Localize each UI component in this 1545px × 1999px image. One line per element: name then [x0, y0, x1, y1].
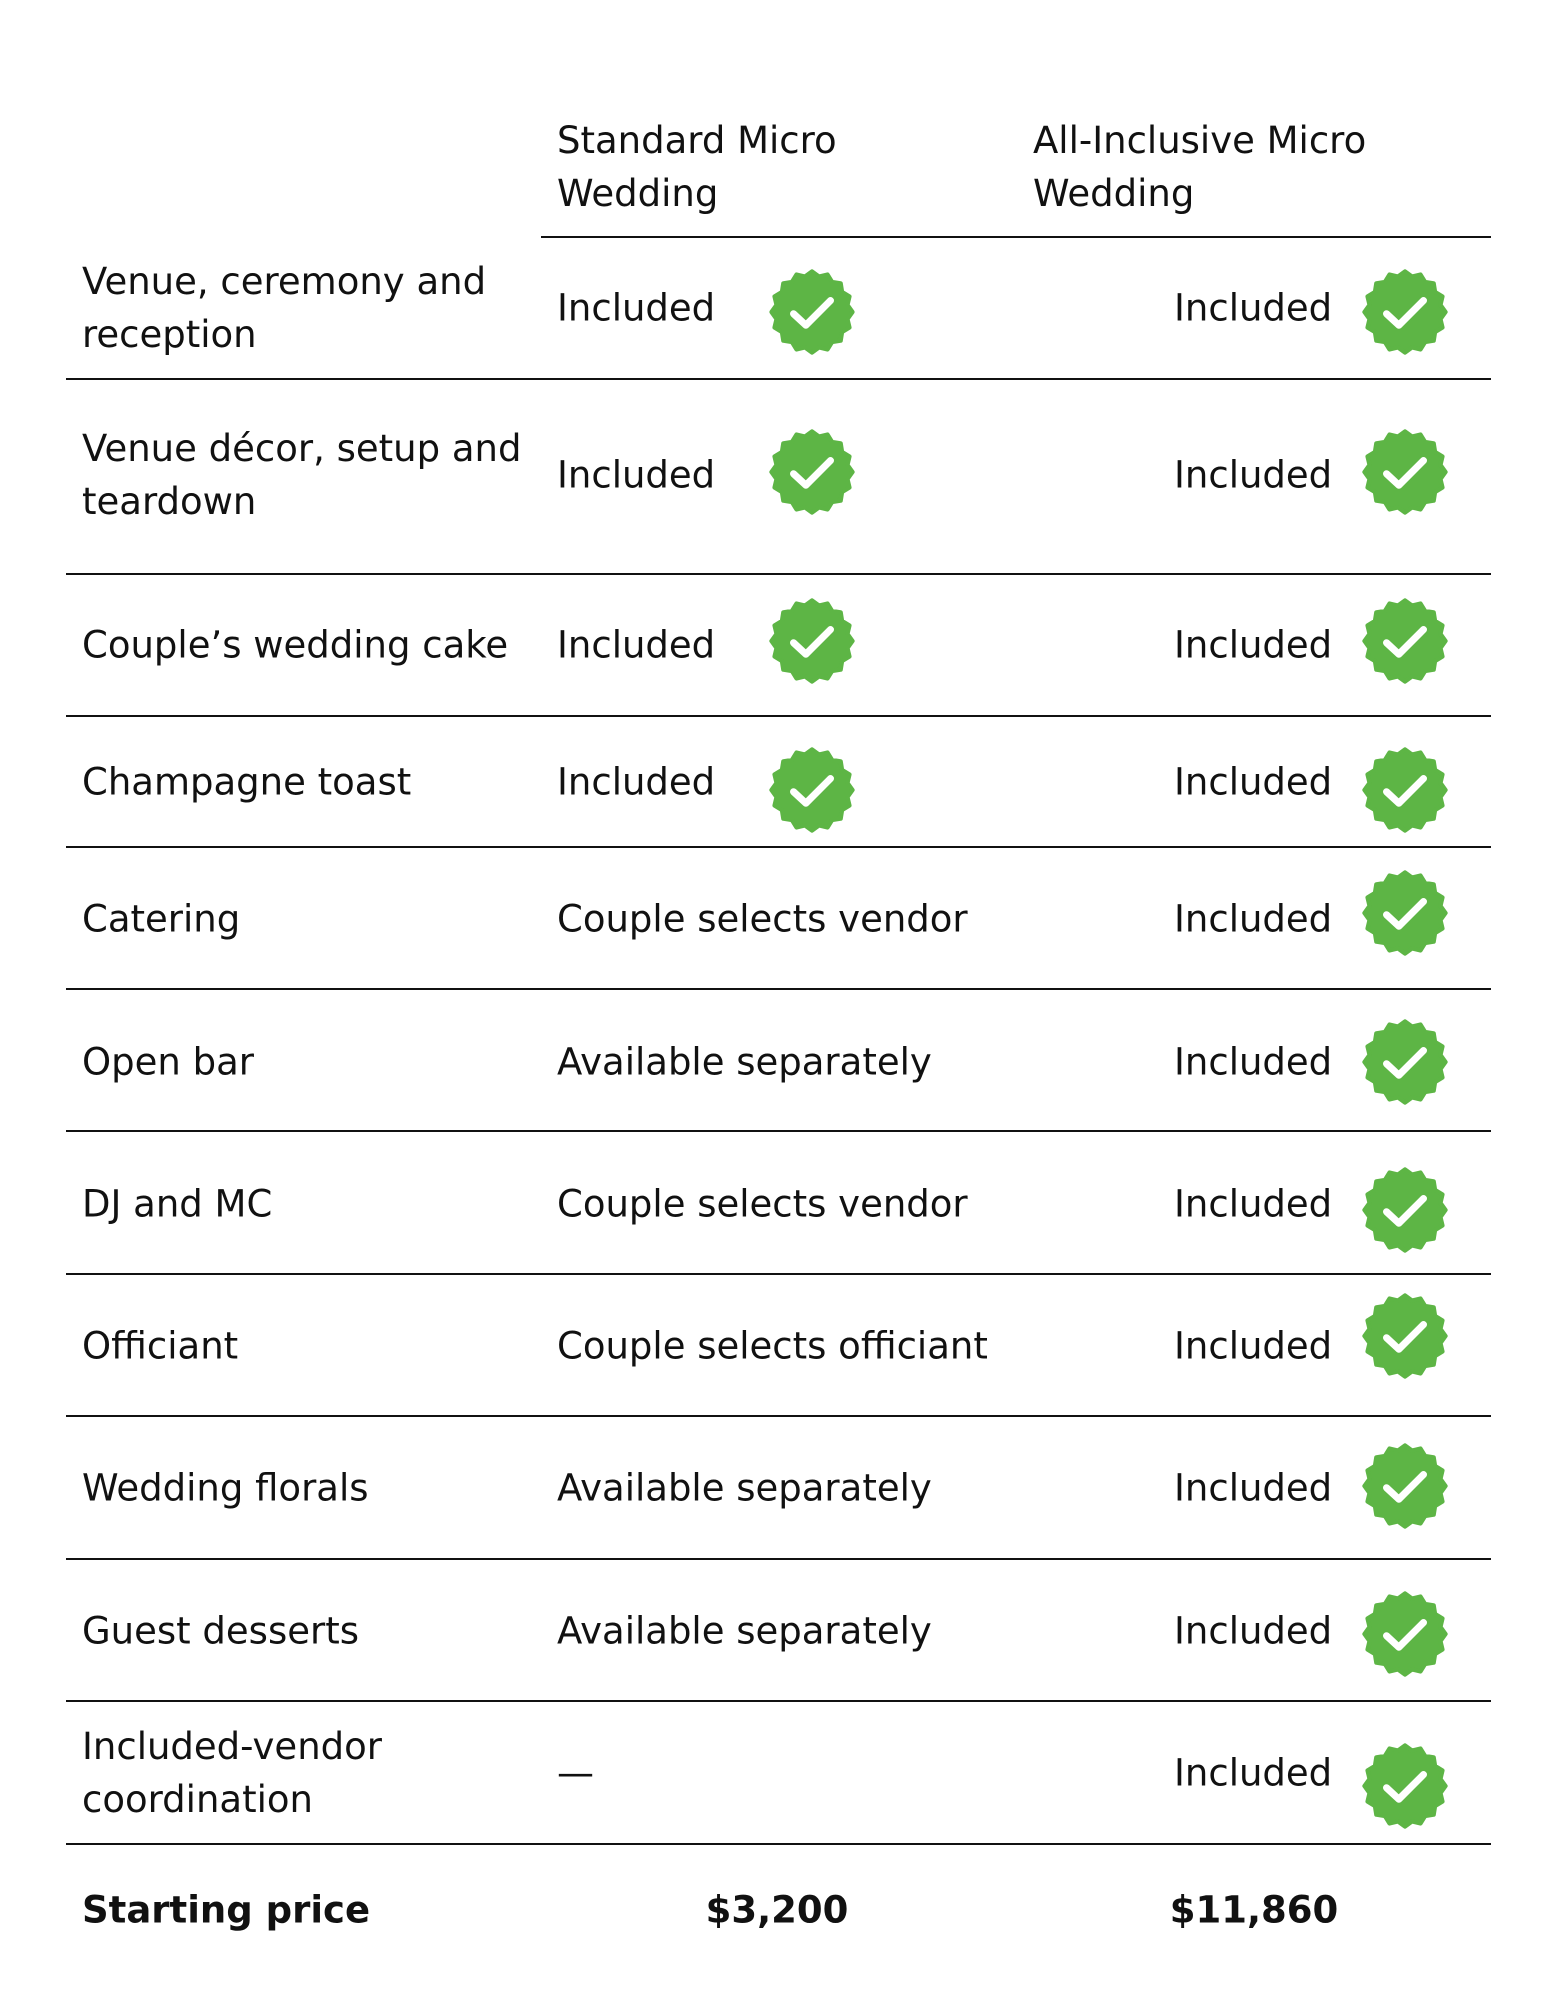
all-inclusive-value: Included [1174, 453, 1333, 497]
row-divider [66, 1130, 1491, 1132]
row-divider [66, 846, 1491, 848]
green-check-badge-icon [1361, 1742, 1449, 1830]
standard-price: $3,200 [705, 1888, 849, 1932]
row-divider [66, 573, 1491, 575]
green-check-badge-icon [1361, 1590, 1449, 1678]
all-inclusive-price: $11,860 [1169, 1888, 1339, 1932]
feature-label: Champagne toast [82, 760, 412, 804]
standard-value: Included [557, 760, 716, 804]
green-check-badge-icon [1361, 597, 1449, 685]
row-divider [66, 1273, 1491, 1275]
standard-value: Included [557, 286, 716, 330]
green-check-badge-icon [768, 597, 856, 685]
standard-value: Available separately [557, 1040, 932, 1084]
standard-value: Available separately [557, 1609, 932, 1653]
feature-label: Guest desserts [82, 1609, 359, 1653]
column-header-standard: Standard Micro Wedding [557, 119, 837, 215]
feature-label: Venue décor, setup and teardown [82, 427, 522, 523]
feature-label: Wedding florals [82, 1466, 369, 1510]
all-inclusive-value: Included [1174, 1040, 1333, 1084]
standard-value: Available separately [557, 1466, 932, 1510]
all-inclusive-value: Included [1174, 286, 1333, 330]
feature-label: Officiant [82, 1324, 239, 1368]
row-divider [66, 1558, 1491, 1560]
row-divider [66, 1415, 1491, 1417]
standard-value: Couple selects officiant [557, 1324, 988, 1368]
standard-value: Couple selects vendor [557, 897, 968, 941]
feature-label: DJ and MC [82, 1182, 273, 1226]
green-check-badge-icon [1361, 428, 1449, 516]
green-check-badge-icon [768, 428, 856, 516]
green-check-badge-icon [768, 268, 856, 356]
row-divider [66, 378, 1491, 380]
green-check-badge-icon [1361, 869, 1449, 957]
all-inclusive-value: Included [1174, 760, 1333, 804]
feature-label: Catering [82, 897, 241, 941]
feature-label: Included-vendor coordination [82, 1725, 382, 1821]
standard-value: Couple selects vendor [557, 1182, 968, 1226]
green-check-badge-icon [1361, 746, 1449, 834]
all-inclusive-value: Included [1174, 897, 1333, 941]
standard-value: Included [557, 453, 716, 497]
standard-value: Included [557, 623, 716, 667]
header-divider [541, 236, 1491, 238]
column-header-all-inclusive: All-Inclusive Micro Wedding [1033, 119, 1367, 215]
all-inclusive-value: Included [1174, 1466, 1333, 1510]
green-check-badge-icon [1361, 1018, 1449, 1106]
feature-label: Couple’s wedding cake [82, 623, 509, 667]
green-check-badge-icon [1361, 1442, 1449, 1530]
starting-price-label: Starting price [82, 1888, 371, 1932]
green-check-badge-icon [1361, 1166, 1449, 1254]
green-check-badge-icon [768, 746, 856, 834]
all-inclusive-value: Included [1174, 623, 1333, 667]
row-divider [66, 1700, 1491, 1702]
all-inclusive-value: Included [1174, 1751, 1333, 1795]
feature-label: Venue, ceremony and reception [82, 260, 487, 356]
feature-label: Open bar [82, 1040, 254, 1084]
row-divider [66, 988, 1491, 990]
green-check-badge-icon [1361, 1292, 1449, 1380]
standard-value: — [557, 1751, 594, 1795]
row-divider [66, 1843, 1491, 1845]
all-inclusive-value: Included [1174, 1324, 1333, 1368]
all-inclusive-value: Included [1174, 1609, 1333, 1653]
all-inclusive-value: Included [1174, 1182, 1333, 1226]
row-divider [66, 715, 1491, 717]
green-check-badge-icon [1361, 268, 1449, 356]
